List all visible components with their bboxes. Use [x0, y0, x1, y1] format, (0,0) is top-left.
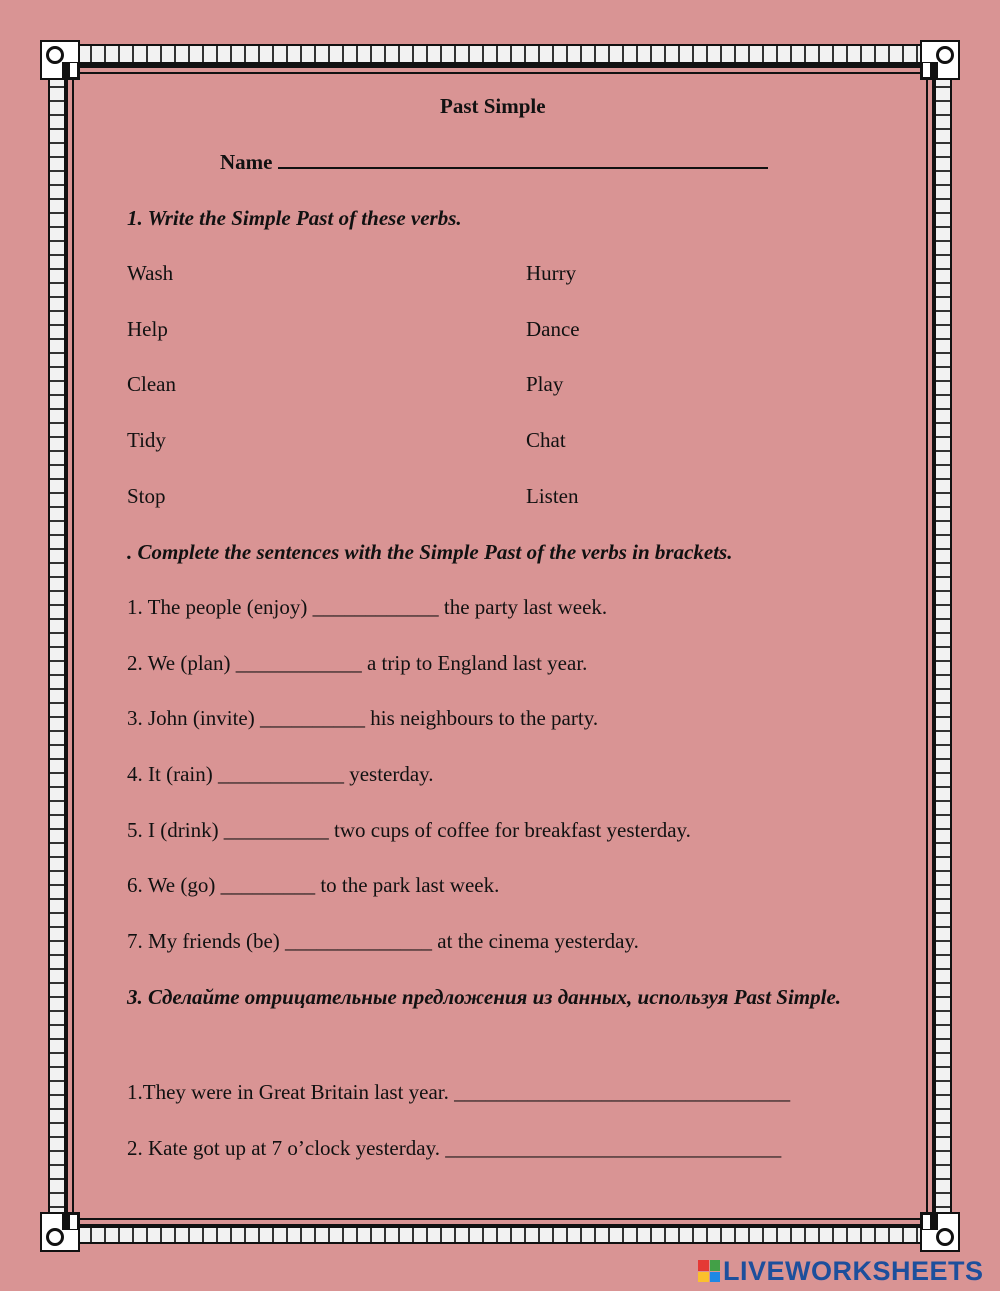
- verb-right: Listen: [526, 484, 579, 508]
- sentence-item: 4. It (rain) ____________ yesterday.: [127, 762, 434, 786]
- corner-ornament-icon: [920, 40, 960, 80]
- sentence-item: 1. The people (enjoy) ____________ the party last week.: [127, 595, 608, 619]
- border-top: [48, 44, 952, 64]
- corner-ornament-icon: [40, 1212, 80, 1252]
- negative-sentence: 2. Kate got up at 7 o’clock yesterday. ________________________________: [127, 1136, 782, 1160]
- verb-left: Help: [127, 317, 168, 341]
- inner-frame-thin: [72, 72, 928, 1220]
- verb-right: Hurry: [526, 261, 577, 285]
- corner-ornament-icon: [920, 1212, 960, 1252]
- name-input-line[interactable]: [278, 149, 768, 169]
- section2-heading: . Complete the sentences with the Simple Past of the verbs in brackets.: [127, 540, 733, 564]
- negative-sentence: 1.They were in Great Britain last year. ________________________________: [127, 1080, 791, 1104]
- name-row: [220, 149, 768, 175]
- logo-square: [698, 1260, 709, 1271]
- logo-square: [710, 1260, 721, 1271]
- liveworksheets-logo: [698, 1255, 984, 1286]
- verb-right: Dance: [526, 317, 580, 341]
- section3-heading: 3. Сделайте отрицательные предложения из данных, используя Past Simple.: [127, 985, 842, 1009]
- verb-left: Wash: [127, 261, 174, 285]
- sentence-item: 5. I (drink) __________ two cups of coffee for breakfast yesterday.: [127, 818, 691, 842]
- corner-ornament-icon: [40, 40, 80, 80]
- verb-left: Stop: [127, 484, 166, 508]
- logo-squares-icon: [698, 1260, 720, 1282]
- section1-heading: 1. Write the Simple Past of these verbs.: [127, 206, 462, 230]
- logo-square: [698, 1272, 709, 1283]
- verb-right: Chat: [526, 428, 566, 452]
- logo-text: LIVEWORKSHEETS: [723, 1255, 984, 1286]
- page-title: Past Simple: [440, 94, 546, 118]
- sentence-item: 3. John (invite) __________ his neighbours to the party.: [127, 706, 599, 730]
- sentence-item: 6. We (go) _________ to the park last week.: [127, 873, 500, 897]
- sentence-item: 2. We (plan) ____________ a trip to England last year.: [127, 651, 588, 675]
- name-label: Name: [220, 150, 273, 174]
- logo-square: [710, 1272, 721, 1283]
- verb-right: Play: [526, 372, 564, 396]
- sentence-item: 7. My friends (be) ______________ at the cinema yesterday.: [127, 929, 639, 953]
- verb-left: Tidy: [127, 428, 166, 452]
- verb-left: Clean: [127, 372, 176, 396]
